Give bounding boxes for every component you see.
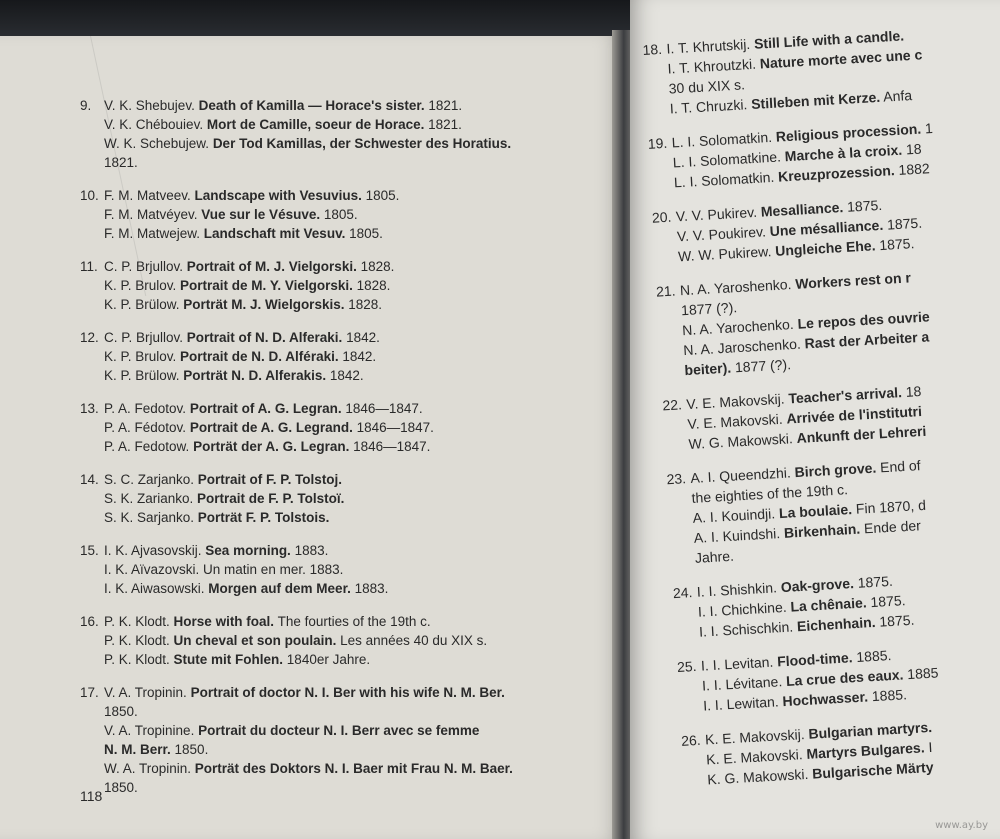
entry-line xyxy=(80,224,610,243)
artwork-title: N. M. Berr. xyxy=(104,742,171,757)
entry-line xyxy=(80,721,610,740)
entry-number: 11. xyxy=(80,259,98,274)
artwork-title: Ankunft der Lehreri xyxy=(796,422,927,446)
artwork-title: La boulaie. xyxy=(778,501,853,522)
entry-line xyxy=(80,328,610,347)
artist-name: K. P. Brülow. xyxy=(104,368,184,383)
artist-name: L. I. Solomatkin. xyxy=(673,168,779,191)
artwork-date: 1842. xyxy=(342,330,380,345)
watermark: www.ay.by xyxy=(935,820,988,831)
artwork-title: Hochwasser. xyxy=(782,688,869,710)
artwork-date: 1882 xyxy=(894,160,931,179)
entry-line xyxy=(80,470,610,489)
right-page xyxy=(630,0,1000,839)
artwork-date: 1850. xyxy=(170,742,209,757)
artwork-date: Ende der xyxy=(859,517,922,537)
artist-name: I. T. Chruzki. xyxy=(669,96,752,117)
artwork-title: Eichenhain. xyxy=(796,613,876,635)
artist-name: I. K. Aïvazovski. Un matin en mer. xyxy=(104,562,306,577)
artwork-title: La chênaie. xyxy=(790,594,868,615)
artist-name: V. E. Makovskij. xyxy=(685,390,789,413)
artist-name: I. T. Khroutzki. xyxy=(667,55,761,77)
catalog-entry xyxy=(662,372,1000,455)
entry-line xyxy=(80,153,610,172)
artwork-date: 1846—1847. xyxy=(341,401,423,416)
artist-name: L. I. Solomatkine. xyxy=(672,148,786,171)
artist-name: 1821. xyxy=(104,155,138,170)
artwork-title: Mort de Camille, soeur de Horace. xyxy=(206,117,425,132)
artwork-title: Portrait du docteur N. I. Berr avec se femme xyxy=(198,723,480,738)
entry-line xyxy=(80,759,610,778)
entry-number: 21. xyxy=(655,282,676,300)
artwork-date: Anfa xyxy=(879,87,913,105)
artwork-date: 1 xyxy=(920,119,934,137)
entry-line xyxy=(80,541,610,560)
artwork-date: 1875. xyxy=(842,196,883,216)
entry-number: 12. xyxy=(80,330,99,345)
artwork-date: 1875. xyxy=(874,235,915,254)
artist-name: V. A. Tropinin. xyxy=(104,685,191,700)
artwork-title: Portrait de N. D. Alféraki. xyxy=(180,349,339,364)
artwork-title: Portrait of F. P. Tolstoj. xyxy=(197,472,343,487)
entry-line xyxy=(80,778,610,797)
artist-name: C. P. Brjullov. xyxy=(104,330,187,345)
catalog-entry xyxy=(80,186,610,243)
artwork-title: Landschaft mit Vesuv. xyxy=(203,226,346,241)
artwork-title: Portrait of M. J. Vielgorski. xyxy=(186,259,357,274)
artist-name: P. K. Klodt. xyxy=(104,652,174,667)
catalog-entry xyxy=(80,541,610,598)
artist-name: W. W. Pukirew. xyxy=(677,242,776,265)
artwork-date: 1875. xyxy=(875,611,915,630)
artwork-date: 18 xyxy=(901,382,922,401)
artist-name: N. A. Yaroshenko. xyxy=(679,275,796,299)
artwork-date: 1875. xyxy=(853,572,894,592)
artist-name: 1850. xyxy=(104,780,138,795)
artwork-date: 18 xyxy=(901,140,922,158)
artwork-date: Les années 40 du XIX s. xyxy=(336,633,488,648)
catalog-entry xyxy=(647,110,1000,193)
artwork-title: Horse with foal. xyxy=(173,614,275,629)
artwork-date: 1883. xyxy=(290,543,329,558)
artwork-title: Porträt M. J. Wielgorskis. xyxy=(183,297,345,312)
artwork-title: Arrivée de l'institutri xyxy=(785,402,923,427)
artist-name: I. K. Ajvasovskij. xyxy=(104,543,206,558)
artwork-title: Une mésalliance. xyxy=(769,216,884,240)
artwork-title: Rast der Arbeiter a xyxy=(804,328,930,352)
artist-name: N. A. Jaroschenko. xyxy=(682,335,806,359)
catalog-entry xyxy=(666,446,1000,569)
artist-name: K. P. Brülow. xyxy=(104,297,184,312)
artwork-title: Birkenhain. xyxy=(783,520,861,541)
artist-name: K. P. Brulov. xyxy=(104,278,181,293)
artist-name: 30 du XIX s. xyxy=(668,76,746,97)
artist-name: A. I. Kuindshi. xyxy=(693,524,785,546)
artist-name: K. P. Brulov. xyxy=(104,349,181,364)
artist-name: V. K. Chébouiev. xyxy=(104,117,207,132)
artwork-title: Vue sur le Vésuve. xyxy=(201,207,321,222)
artist-name: V. V. Pukirev. xyxy=(675,203,762,225)
entry-number: 25. xyxy=(676,657,697,676)
artwork-title: Nature morte avec une c xyxy=(759,46,923,72)
artist-name: V. V. Poukirev. xyxy=(676,223,771,245)
entry-line xyxy=(80,702,610,721)
catalog-entry xyxy=(681,707,1000,790)
artwork-title: Le repos des ouvrie xyxy=(797,308,931,332)
artist-name: A. I. Queendzhi. xyxy=(690,464,796,486)
artwork-title: Portrait de A. G. Legrand. xyxy=(189,420,353,435)
entry-number: 16. xyxy=(80,614,99,629)
artwork-date: 1846—1847. xyxy=(349,439,431,454)
catalog-entry xyxy=(80,257,610,314)
artwork-date: 1842. xyxy=(326,368,364,383)
artwork-date: 1846—1847. xyxy=(352,420,434,435)
artist-name: Jahre. xyxy=(694,547,735,566)
catalog-entry xyxy=(80,683,610,797)
artwork-date: 1885 xyxy=(902,664,939,683)
artwork-title: Bulgarian martyrs. xyxy=(808,718,933,742)
entry-number: 20. xyxy=(651,208,672,226)
entry-line xyxy=(80,508,610,527)
artwork-title: Workers rest on r xyxy=(794,269,912,292)
artwork-title: Martyrs Bulgares. xyxy=(806,739,926,762)
artwork-title: Portrait of A. G. Legran. xyxy=(189,401,342,416)
catalog-entry xyxy=(656,258,1000,381)
artist-name: 1877 (?). xyxy=(680,299,738,319)
entry-number: 18. xyxy=(642,40,663,58)
page-number: 118 xyxy=(80,788,103,804)
artist-name: S. K. Zarianko. xyxy=(104,491,198,506)
entry-line xyxy=(80,740,610,759)
entry-line xyxy=(80,631,610,650)
artist-name: I. I. Lévitane. xyxy=(701,672,787,694)
artwork-title: Still Life with a candle. xyxy=(753,27,905,52)
artwork-title: Religious procession. xyxy=(775,120,922,145)
artwork-date: 1885. xyxy=(852,647,892,666)
artist-name: 1850. xyxy=(104,704,138,719)
entry-line xyxy=(80,560,610,579)
catalog-entry xyxy=(642,17,1000,120)
entry-line xyxy=(80,347,610,366)
artwork-title: Portrait de M. Y. Vielgorski. xyxy=(180,278,353,293)
artwork-title: Porträt F. P. Tolstois. xyxy=(197,510,330,525)
catalog-entry xyxy=(80,399,610,456)
artwork-date: 1805. xyxy=(320,207,358,222)
artist-name: P. A. Fedotov. xyxy=(104,401,190,416)
entry-line xyxy=(80,650,610,669)
artwork-date: 1883. xyxy=(305,562,344,577)
left-page xyxy=(0,36,622,839)
artist-name: L. I. Solomatkin. xyxy=(671,128,777,151)
artist-name: N. A. Yarochenko. xyxy=(681,315,798,339)
artwork-title: Birch grove. xyxy=(794,459,877,481)
artwork-date: 1885. xyxy=(867,686,908,705)
entry-line xyxy=(80,295,610,314)
entry-number: 22. xyxy=(661,396,683,414)
artist-name: I. I. Schischkin. xyxy=(698,618,798,640)
artwork-title: Porträt des Doktors N. I. Baer mit Frau N. M. Baer. xyxy=(194,761,513,776)
artwork-title: Kreuzprozession. xyxy=(777,162,896,185)
entry-line xyxy=(80,96,610,115)
artwork-title: Stute mit Fohlen. xyxy=(173,652,284,667)
catalog-entry xyxy=(80,96,610,172)
artist-name: P. A. Fédotov. xyxy=(104,420,190,435)
artwork-date: Fin 1870, d xyxy=(851,496,927,517)
artwork-date: End of xyxy=(875,457,921,476)
entry-line xyxy=(80,366,610,385)
artist-name: I. T. Khrutskij. xyxy=(666,35,755,57)
artwork-title: Bulgarische Märty xyxy=(811,758,934,782)
entry-number: 24. xyxy=(672,584,693,602)
artwork-date: 1828. xyxy=(344,297,383,312)
artwork-title: Landscape with Vesuvius. xyxy=(194,188,362,203)
artwork-title: La crue des eaux. xyxy=(785,666,904,689)
artist-name: A. I. Kouindji. xyxy=(692,505,780,526)
entry-line xyxy=(80,186,610,205)
artwork-date: 1828. xyxy=(356,259,395,274)
artwork-title: Un cheval et son poulain. xyxy=(173,633,337,648)
catalog-entry xyxy=(80,328,610,385)
entry-line xyxy=(80,399,610,418)
entry-number: 13. xyxy=(80,401,99,416)
artist-name: P. K. Klodt. xyxy=(104,633,174,648)
artist-name: V. K. Shebujev. xyxy=(104,98,199,113)
artwork-title: Oak-grove. xyxy=(780,575,855,596)
entry-number: 15. xyxy=(80,543,99,558)
artwork-date: 1883. xyxy=(350,581,389,596)
artist-name: the eighties of the 19th c. xyxy=(691,481,849,506)
right-entry-list xyxy=(642,17,1000,805)
artist-name: P. A. Fedotow. xyxy=(104,439,194,454)
artwork-date: 1877 (?). xyxy=(730,356,792,376)
artwork-title: Sea morning. xyxy=(205,543,291,558)
artist-name: C. P. Brjullov. xyxy=(104,259,187,274)
entry-number: 17. xyxy=(80,685,99,700)
artwork-title: Porträt N. D. Alferakis. xyxy=(183,368,327,383)
artist-name: V. E. Makovski. xyxy=(687,410,787,433)
entry-line xyxy=(80,276,610,295)
artwork-title: Morgen auf dem Meer. xyxy=(208,581,351,596)
artwork-date: The fourties of the 19th c. xyxy=(274,614,431,629)
left-entry-list xyxy=(80,96,610,811)
artist-name: W. G. Makowski. xyxy=(688,430,798,453)
entry-line xyxy=(80,115,610,134)
entry-line xyxy=(80,437,610,456)
artwork-date: 1805. xyxy=(361,188,400,203)
artwork-title: Ungleiche Ehe. xyxy=(774,237,876,259)
artwork-title: Portrait of doctor N. I. Ber with his wife N. M. Ber. xyxy=(190,685,505,700)
entry-line xyxy=(80,205,610,224)
entry-line xyxy=(80,612,610,631)
artwork-date: 1828. xyxy=(352,278,391,293)
artwork-title: Flood-time. xyxy=(776,649,853,670)
artist-name: P. K. Klodt. xyxy=(104,614,174,629)
entry-line xyxy=(80,579,610,598)
entry-line xyxy=(80,257,610,276)
artist-name: F. M. Matwejew. xyxy=(104,226,204,241)
catalog-entry xyxy=(80,612,610,669)
artwork-date: 1840er Jahre. xyxy=(283,652,371,667)
catalog-entry xyxy=(672,560,1000,643)
artwork-date: 1821. xyxy=(424,117,462,132)
artwork-title: Der Tod Kamillas, der Schwester des Horatius. xyxy=(212,136,512,151)
artist-name: I. I. Lewitan. xyxy=(702,693,783,714)
entry-number: 9. xyxy=(80,98,92,113)
artwork-title: Mesalliance. xyxy=(760,199,844,220)
artwork-date: I xyxy=(924,738,933,756)
artist-name: K. G. Makowski. xyxy=(706,765,813,788)
entry-line xyxy=(80,134,610,153)
artwork-date: 1805. xyxy=(345,226,383,241)
entry-number: 23. xyxy=(666,470,687,488)
artwork-title: Teacher's arrival. xyxy=(787,384,903,407)
artwork-title: Marche à la croix. xyxy=(784,141,903,165)
artist-name: F. M. Matvéyev. xyxy=(104,207,202,222)
catalog-entry xyxy=(80,470,610,527)
artist-name: S. K. Sarjanko. xyxy=(104,510,198,525)
artist-name: F. M. Matveev. xyxy=(104,188,195,203)
artist-name: I. I. Shishkin. xyxy=(696,579,782,600)
catalog-entry xyxy=(651,184,1000,267)
artist-name: V. A. Tropinine. xyxy=(104,723,199,738)
artist-name: I. K. Aiwasowski. xyxy=(104,581,209,596)
artist-name: I. I. Levitan. xyxy=(700,653,778,674)
entry-number: 19. xyxy=(647,134,668,152)
artwork-title: Portrait of N. D. Alferaki. xyxy=(186,330,343,345)
artwork-date: 1842. xyxy=(338,349,377,364)
entry-line xyxy=(80,489,610,508)
artist-name: S. C. Zarjanko. xyxy=(104,472,198,487)
entry-number: 14. xyxy=(80,472,99,487)
artwork-title: beiter). xyxy=(684,359,732,379)
artist-name: K. E. Makovskij. xyxy=(704,725,809,748)
artist-name: W. A. Tropinin. xyxy=(104,761,195,776)
entry-line xyxy=(80,418,610,437)
artist-name: K. E. Makovski. xyxy=(705,745,807,768)
artwork-title: Portrait de F. P. Tolstoï. xyxy=(197,491,345,506)
artwork-date: 1875. xyxy=(866,592,906,611)
artwork-title: Stilleben mit Kerze. xyxy=(750,88,881,112)
entry-number: 10. xyxy=(80,188,99,203)
artwork-date: 1821. xyxy=(424,98,463,113)
entry-line xyxy=(80,683,610,702)
artist-name: W. K. Schebujew. xyxy=(104,136,213,151)
artwork-title: Porträt der A. G. Legran. xyxy=(193,439,350,454)
artwork-title: Death of Kamilla — Horace's sister. xyxy=(198,98,425,113)
catalog-entry xyxy=(676,634,1000,717)
entry-number: 26. xyxy=(680,731,702,749)
artist-name: I. I. Chichkine. xyxy=(697,598,791,620)
artwork-date: 1875. xyxy=(882,214,923,233)
